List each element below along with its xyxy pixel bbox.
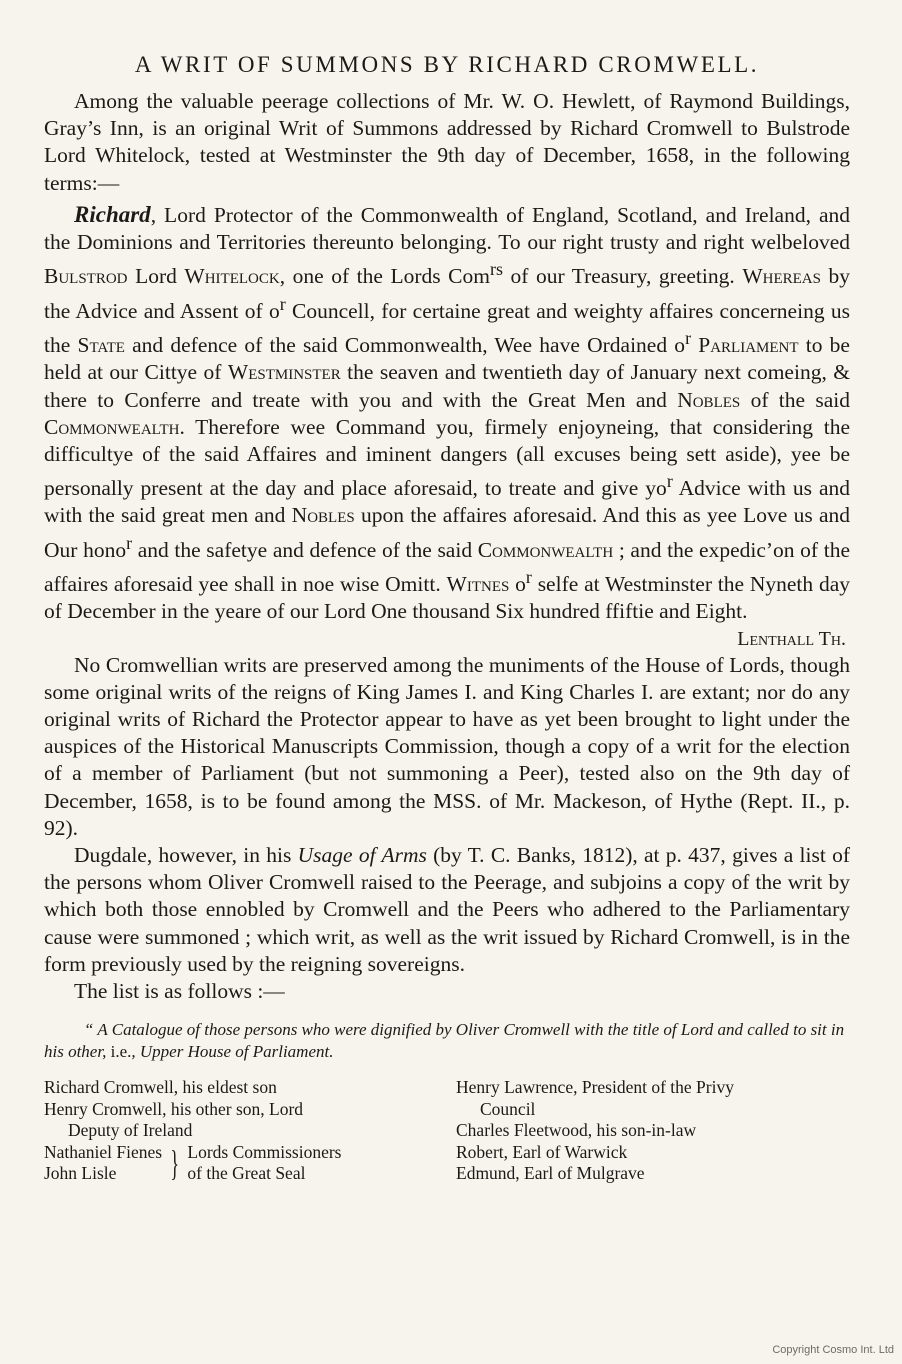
writ-text-span: Advice with us and with the said great men and <box>44 476 850 528</box>
paragraph-dugdale <box>44 842 850 978</box>
writ-text-span: to be held at our Cittye of <box>44 333 850 385</box>
writ-text-span: Councell, for certaine great and weighty affaires concerneing us the <box>44 298 850 358</box>
writ-text-span: , one of the Lords Com <box>279 264 490 289</box>
role-line: Lords Commissioners <box>187 1141 342 1162</box>
paragraph-house-of-lords: No Cromwellian writs are preserved among the muniments of the House of Lords, though some original writs of the reigns of King James I. and King Charles I. are extant; nor do any original writs of Richard the Protector appear to have as yet been brought to light under the auspices of the Historical Manuscripts Commission, though a copy of a writ for the election of a member of Parliament (but not summoning a Peer), tested also on the 9th day of December, 1658, is to be found among the MSS. of Mr. Mackeson, of Hythe (Rept. II., p. 92). <box>44 652 850 840</box>
writ-text-span: , Lord Protector of the Commonwealth of England, Scotland, and Ireland, and the Dominions and Territories thereunto belonging. To our right trusty and right welbeloved <box>44 202 850 255</box>
writ-smallcaps: Nobles <box>291 503 355 528</box>
commissioners-group <box>44 1142 438 1185</box>
commissioners-names <box>44 1142 162 1185</box>
writ-text-span: Lord <box>127 264 185 289</box>
page-title: A WRIT OF SUMMONS BY RICHARD CROMWELL. <box>134 52 760 77</box>
writ-text-span: ; and the expedic’on of the affaires aforesaid yee shall in noe wise Omitt. <box>44 537 850 597</box>
writ-smallcaps: Commonwealth <box>477 537 614 562</box>
writ-text-span: o <box>509 572 526 597</box>
writ-text-span: by the Advice and Assent of o <box>44 264 850 323</box>
writ-text-span: selfe at Westminster the Nyneth day of December in the yeare of our Lord One thousand Six hundred ffiftie and Eight. <box>44 572 851 624</box>
catalogue-text: “ A Catalogue of those persons who were dignified by Oliver Cromwell with the title of Lord and called to sit in his other, <box>44 1020 845 1062</box>
copyright-watermark: Copyright Cosmo Int. Ltd <box>772 1344 894 1356</box>
writ-superscript: rs <box>490 259 503 280</box>
writ-smallcaps: Nobles <box>677 387 741 412</box>
intro-paragraph: Among the valuable peerage collections of Mr. W. O. Hewlett, of Raymond Buildings, Gray’s Inn, is an original Writ of Summons addressed by Richard Cromwell to Bulstrode Lord Whitelock, tested at Westminster the 9th day of December, 1658, in the following terms:— <box>44 89 850 195</box>
writ-text-span: and the safetye and defence of the said <box>132 537 478 562</box>
writ-signature: Lenthall Th. <box>737 627 846 650</box>
list-item: John Lisle <box>44 1163 117 1184</box>
writ-smallcaps: Whitelock <box>184 264 280 289</box>
list-item: Charles Fleetwood, his son-in-law <box>456 1120 697 1141</box>
writ-text-span: and defence of the said Commonwealth, Wee have Ordained o <box>124 333 686 358</box>
writ-text-span: the seaven and twentieth day of January next comeing, & there to Conferre and treate with you and with the Great Men and <box>44 360 850 412</box>
writ-smallcaps: Bulstrod <box>44 264 128 289</box>
peers-list-right <box>456 1077 850 1185</box>
writ-text-span: . Therefore wee Command you, firmely enjoyneing, that considering the difficultye of the said Affaires and iminent dangers (all excuses being sett aside), yee be personally present at the day and place aforesaid, to treate and give yo <box>44 414 850 501</box>
writ-smallcaps: Witnes <box>446 572 510 597</box>
list-item: Henry Lawrence, President of the Privy <box>456 1077 734 1098</box>
peers-list <box>44 1077 850 1185</box>
catalogue-text: , Upper House of Parliament. <box>131 1042 334 1062</box>
list-item: Robert, Earl of Warwick <box>456 1141 628 1162</box>
writ-superscript: r <box>126 532 133 553</box>
list-item-continuation: Council <box>480 1098 536 1119</box>
catalogue-heading <box>44 1019 850 1063</box>
writ-text-span: of our Treasury, greeting. <box>502 264 743 289</box>
list-item: Edmund, Earl of Mulgrave <box>456 1163 645 1184</box>
writ-smallcaps: State <box>77 333 125 358</box>
catalogue-ie: i.e. <box>110 1042 132 1062</box>
writ-initial-word: Richard <box>74 201 151 227</box>
role-line: of the Great Seal <box>187 1163 306 1184</box>
writ-smallcaps: Commonwealth <box>44 414 180 439</box>
list-item-continuation: Deputy of Ireland <box>68 1120 193 1141</box>
writ-text-span: upon the affaires aforesaid. And this as yee Love us and Our hono <box>44 503 850 562</box>
writ-superscript: r <box>666 471 673 492</box>
writ-smallcaps: Whereas <box>742 264 821 289</box>
writ-superscript: r <box>685 327 692 348</box>
list-item: Richard Cromwell, his eldest son <box>44 1077 277 1098</box>
peers-list-left <box>44 1077 438 1185</box>
document-page <box>44 52 850 1185</box>
writ-superscript: r <box>279 293 286 314</box>
writ-superscript: r <box>525 567 532 588</box>
writ-text-span: of the said <box>740 387 851 412</box>
list-item: Henry Cromwell, his other son, Lord <box>44 1098 304 1119</box>
list-item: Nathaniel Fienes <box>44 1141 163 1162</box>
writ-smallcaps: Westminster <box>227 360 341 385</box>
book-title: Usage of Arms <box>297 843 427 868</box>
writ-text <box>44 201 850 626</box>
commissioners-role <box>187 1142 341 1185</box>
para3-text: (by T. C. Banks, 1812), at p. 437, gives a list of the persons whom Oliver Cromwell raised to the Peerage, and subjoins a copy of the writ by which both those ennobled by Cromwell and the Peers who adhered to the Parliamentary cause were summoned ; which writ, as well as the writ issued by Richard Cromwell, is in the form previously used by the reigning sovereigns. <box>44 843 850 976</box>
writ-smallcaps: Parliament <box>698 333 799 358</box>
list-intro: The list is as follows :— <box>74 979 285 1004</box>
brace-icon: } <box>170 1143 180 1184</box>
para3-text: Dugdale, however, in his <box>74 843 298 868</box>
